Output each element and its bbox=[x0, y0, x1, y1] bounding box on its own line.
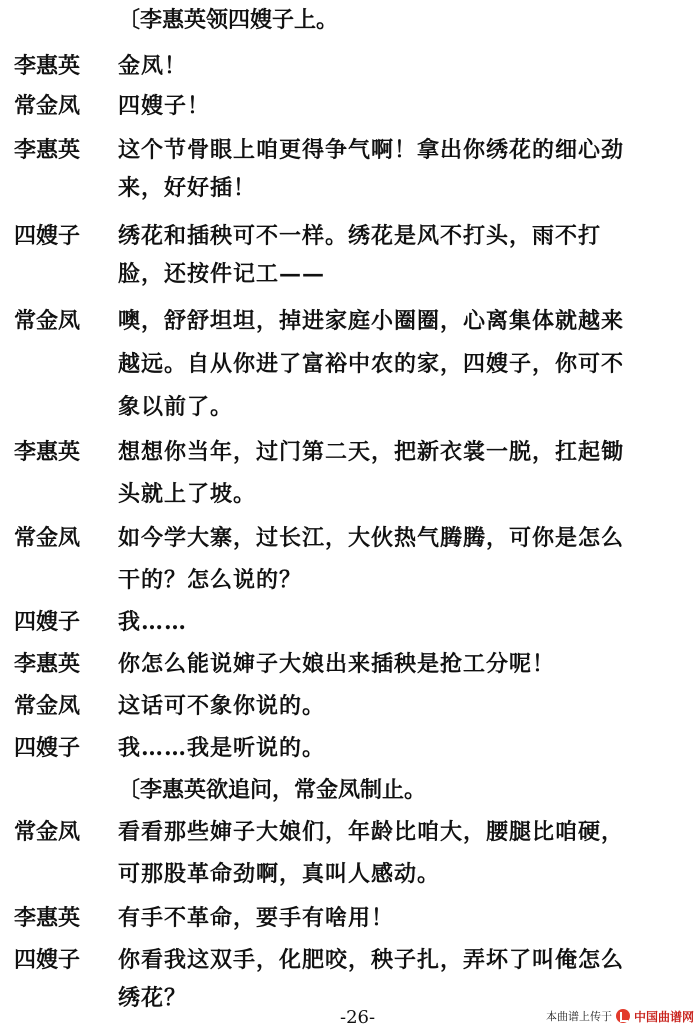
speaker-name: 李惠英 bbox=[14, 439, 81, 465]
stage-direction: 〔李惠英欲追问，常金凤制止。 bbox=[118, 777, 427, 803]
dialogue-line: 噢，舒舒坦坦，掉进家庭小圈圈，心离集体就越来 bbox=[118, 308, 625, 334]
watermark-brand: 中国曲谱网 bbox=[633, 1009, 694, 1024]
dialogue-line: 越远。自从你进了富裕中农的家，四嫂子，你可不 bbox=[118, 351, 625, 377]
speaker-name: 李惠英 bbox=[14, 651, 81, 677]
speaker-name: 常金凤 bbox=[14, 93, 81, 119]
dialogue-line: 象以前了。 bbox=[118, 394, 234, 420]
page-number: -26- bbox=[340, 1007, 376, 1028]
watermark-text: 本曲谱上传于 bbox=[545, 1010, 612, 1023]
speaker-name: 四嫂子 bbox=[14, 735, 81, 761]
stage-direction: 〔李惠英领四嫂子上。 bbox=[118, 7, 339, 33]
dialogue-line: 如今学大寨，过长江，大伙热气腾腾，可你是怎么 bbox=[118, 525, 625, 551]
speaker-name: 四嫂子 bbox=[14, 947, 81, 973]
dialogue-line: 来，好好插！ bbox=[118, 175, 257, 201]
dialogue-line: 这个节骨眼上咱更得争气啊！拿出你绣花的细心劲 bbox=[118, 137, 625, 163]
dialogue-line: 绣花和插秧可不一样。绣花是风不打头，雨不打 bbox=[118, 223, 602, 249]
speaker-name: 四嫂子 bbox=[14, 609, 81, 635]
dialogue-line: 我…… bbox=[118, 609, 188, 635]
dialogue-line: 绣花？ bbox=[118, 985, 188, 1011]
speaker-name: 李惠英 bbox=[14, 137, 81, 163]
speaker-name: 李惠英 bbox=[14, 905, 81, 931]
dialogue-line: 想想你当年，过门第二天，把新衣裳一脱，扛起锄 bbox=[118, 439, 625, 465]
dialogue-line: 干的？怎么说的？ bbox=[118, 567, 303, 593]
dialogue-line: 我……我是听说的。 bbox=[118, 735, 326, 761]
dialogue-line: 你怎么能说婶子大娘出来插秧是抢工分呢！ bbox=[118, 651, 556, 677]
speaker-name: 常金凤 bbox=[14, 693, 81, 719]
dialogue-line: 脸，还按件记工—— bbox=[118, 261, 326, 287]
dialogue-line: 可那股革命劲啊，真叫人感动。 bbox=[118, 861, 441, 887]
speaker-name: 常金凤 bbox=[14, 308, 81, 334]
dialogue-line: 四嫂子！ bbox=[118, 93, 211, 119]
site-watermark bbox=[546, 1007, 694, 1025]
speaker-name: 李惠英 bbox=[14, 53, 81, 79]
dialogue-line: 有手不革命，要手有啥用！ bbox=[118, 905, 395, 931]
speaker-name: 常金凤 bbox=[14, 819, 81, 845]
speaker-name: 四嫂子 bbox=[14, 223, 81, 249]
dialogue-line: 你看我这双手，化肥咬，秧子扎，弄坏了叫俺怎么 bbox=[118, 947, 625, 973]
speaker-name: 常金凤 bbox=[14, 525, 81, 551]
dialogue-line: 这话可不象你说的。 bbox=[118, 693, 326, 719]
dialogue-line: 金凤！ bbox=[118, 53, 188, 79]
site-logo-icon bbox=[616, 1009, 630, 1023]
dialogue-line: 看看那些婶子大娘们，年龄比咱大，腰腿比咱硬， bbox=[118, 819, 625, 845]
dialogue-line: 头就上了坡。 bbox=[118, 481, 257, 507]
